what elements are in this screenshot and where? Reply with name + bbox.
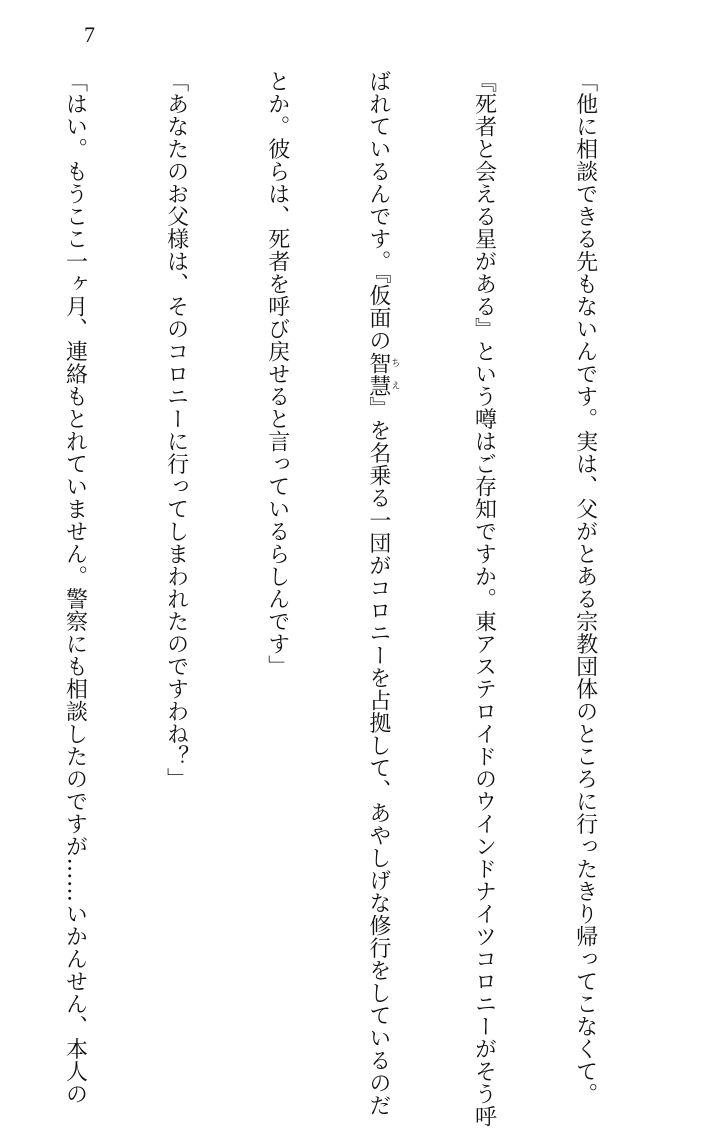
- page-number: 7: [84, 22, 95, 47]
- text-column-2: 『死者と会える星がある』という噂はご存知ですか。東アステロイドのウインドナイツコロニーがそう呼: [471, 70, 497, 1128]
- furigana-ruby: 智慧ちえ: [365, 351, 400, 397]
- text-column-4: とか。彼らは、死者を呼び戻せると言っているらしんです」: [264, 70, 290, 678]
- furigana-reading: ちえ: [389, 351, 400, 397]
- text-column-1: 「他に相談できる先もないんです。実は、父がとある宗教団体のところに行ったきり帰ってこなくて。: [572, 70, 598, 1105]
- text-column-5: 「あなたのお父様は、そのコロニーに行ってしまわれたのですわね？」: [163, 70, 189, 790]
- text-column-6: 「はい。もうここ一ヶ月、連絡もとれていません。警察にも相談したのですが……いかんせん、本人の: [62, 70, 88, 1105]
- vertical-body-text: [0, 70, 669, 1128]
- text-column-3: ばれているんです。『仮面の智慧ちえ』を名乗る一団がコロニーを占拠して、あやしげな修行をしているのだ: [365, 70, 400, 1117]
